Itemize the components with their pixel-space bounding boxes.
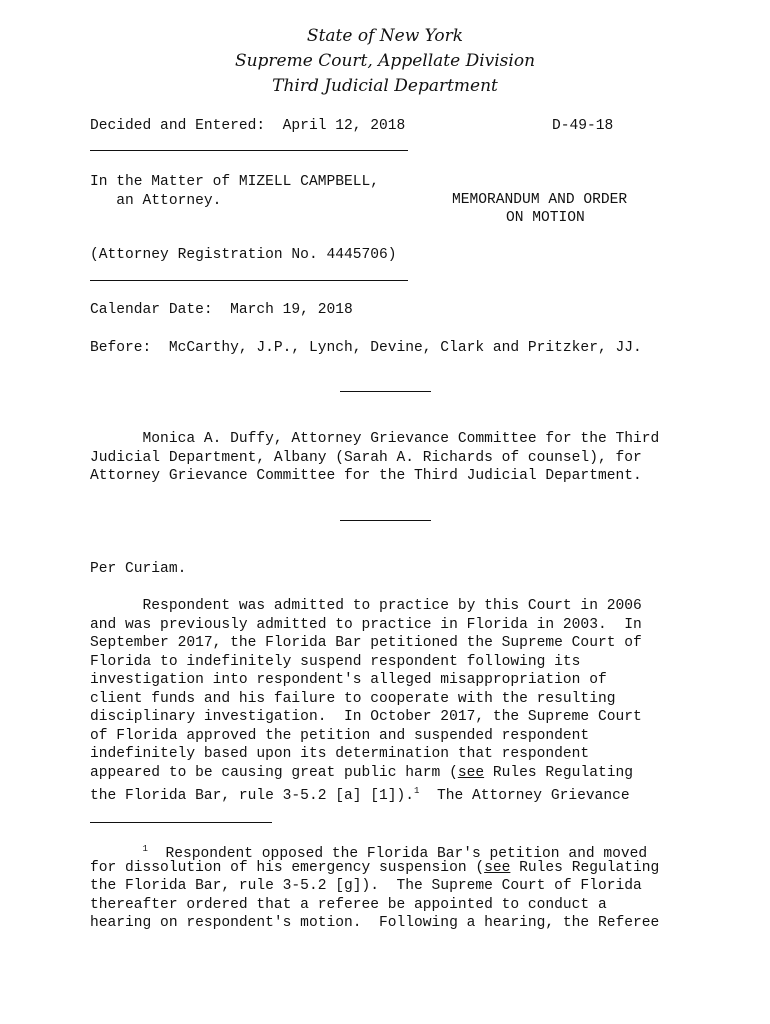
attorney-registration: (Attorney Registration No. 4445706)	[90, 247, 397, 263]
panel-justices: Before: McCarthy, J.P., Lynch, Devine, Clark and Pritzker, JJ.	[90, 340, 642, 356]
body-line: Respondent was admitted to practice by this Court in 2006	[90, 598, 642, 614]
calendar-date: Calendar Date: March 19, 2018	[90, 302, 353, 318]
body-text: the Florida Bar, rule 3-5.2 [a] [1]).	[90, 788, 415, 804]
caption-top-rule	[90, 150, 408, 151]
body-text: appeared to be causing great public harm (	[90, 764, 458, 781]
body-line: disciplinary investigation. In October 2017, the Supreme Court	[90, 709, 642, 725]
footnote-text: Respondent opposed the Florida Bar's petition and moved	[147, 846, 648, 862]
section-divider-2	[340, 520, 431, 521]
counsel-line: Attorney Grievance Committee for the Third Judicial Department.	[90, 468, 642, 484]
footnote-line: the Florida Bar, rule 3-5.2 [g]). The Supreme Court of Florida	[90, 878, 642, 894]
body-line: investigation into respondent's alleged misappropriation of	[90, 672, 607, 688]
body-line: indefinitely based upon its determination that respondent	[90, 746, 590, 762]
docket-number: D-49-18	[552, 118, 614, 134]
decided-entered-date: Decided and Entered: April 12, 2018	[90, 118, 406, 134]
body-line	[90, 782, 630, 806]
body-line: client funds and his failure to cooperate with the resulting	[90, 690, 616, 707]
order-type-line2: ON MOTION	[506, 210, 585, 226]
body-line	[90, 764, 633, 783]
order-type-line1: MEMORANDUM AND ORDER	[452, 192, 628, 208]
signal-see: see	[457, 764, 485, 781]
footnote-separator	[90, 822, 272, 823]
body-line: September 2017, the Florida Bar petitioned the Supreme Court of	[90, 635, 642, 651]
per-curiam-heading: Per Curiam.	[90, 561, 187, 577]
body-line: of Florida approved the petition and suspended respondent	[90, 727, 590, 744]
section-divider-1	[340, 391, 431, 392]
footnote-line: thereafter ordered that a referee be appointed to conduct a	[90, 896, 607, 913]
caption-matter: In the Matter of MIZELL CAMPBELL,	[90, 174, 380, 190]
body-text: The Attorney Grievance	[419, 788, 630, 804]
footnote-text: Rules Regulating	[510, 859, 660, 876]
footnote-number: 1	[142, 844, 148, 854]
counsel-line: Monica A. Duffy, Attorney Grievance Committee for the Third	[90, 431, 660, 447]
court-name-state: State of New York	[306, 26, 464, 46]
footnote-line: hearing on respondent's motion. Following a hearing, the Referee	[90, 915, 660, 931]
caption-attorney: an Attorney.	[90, 193, 222, 209]
body-line: Florida to indefinitely suspend respondent following its	[90, 653, 581, 670]
body-line: and was previously admitted to practice in Florida in 2003. In	[90, 616, 642, 633]
counsel-line: Judicial Department, Albany (Sarah A. Richards of counsel), for	[90, 449, 642, 466]
court-name-division: Supreme Court, Appellate Division	[234, 51, 536, 71]
footnote-text: for dissolution of his emergency suspension (	[90, 859, 485, 876]
court-name-department: Third Judicial Department	[272, 76, 498, 96]
body-text: Rules Regulating	[484, 764, 633, 781]
caption-bottom-rule	[90, 280, 408, 281]
footnote-reference: 1	[414, 786, 420, 796]
signal-see: see	[484, 859, 511, 876]
footnote-line	[90, 859, 659, 878]
